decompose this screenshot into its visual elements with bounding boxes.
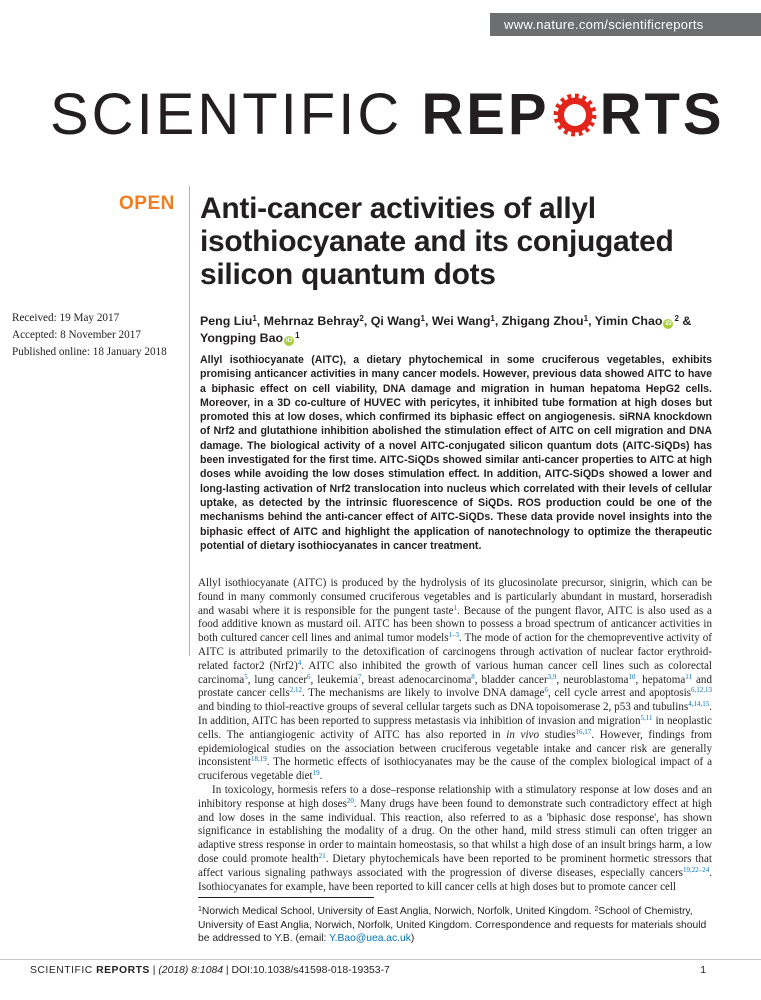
author-affiliation: 1: [490, 314, 495, 323]
citation-ref[interactable]: 19,22–24: [682, 865, 710, 874]
author-name[interactable]: Qi Wang: [370, 314, 421, 328]
citation-ref[interactable]: 6: [307, 672, 311, 681]
citation-ref[interactable]: 4,14,15: [688, 700, 710, 709]
author-name[interactable]: Yongping Bao: [200, 331, 284, 345]
author-name[interactable]: Zhigang Zhou: [501, 314, 584, 328]
citation-ref[interactable]: 1–3: [448, 631, 460, 640]
citation-ref[interactable]: 16,17: [575, 727, 592, 736]
citation-ref[interactable]: 8: [471, 672, 475, 681]
masthead-rts: RTS: [599, 82, 725, 147]
body-text-run: . The mode of action for the chemopreventive activity of AITC is attributed primarily to the detoxification of carcinogens through activation of nuclear factor erythroid-related factor2 (Nrf2): [198, 632, 712, 672]
footer-journal-bold: REPORTS: [96, 965, 150, 976]
author-affiliation: 1: [583, 314, 589, 323]
author-separator: ,: [494, 314, 502, 328]
body-text-run: , neuroblastoma: [556, 673, 629, 686]
citation-ref[interactable]: 6: [544, 686, 548, 695]
affil-text: School of Chemistry, University of East Anglia, Norwich, Norfolk, United Kingdom. Correspondence and requests for materials should be addressed to Y.B. (email:: [198, 906, 707, 945]
article-dates: [12, 310, 182, 361]
body-text-run: . Many drugs have been found to demonstrate such contradictory effect at high and low doses in the same individual. This reaction, also referred to as a 'biphasic dose response', has shown significance in establishing the modality of a drug. On the other hand, mild stress stimuli can often trigger an adaptive stress response in order to maintain homeostasis, so that whilst a high dose of an insult brings harm, a low dose could promote health: [198, 797, 712, 865]
affil-text: ): [410, 933, 415, 945]
orcid-icon[interactable]: iD: [665, 320, 672, 327]
affil-text: Norwich Medical School, University of East Anglia, Norwich, Norfolk, United Kingdom.: [201, 906, 595, 917]
author-separator: ,: [588, 314, 595, 328]
body-text-run: , hepatoma: [635, 673, 686, 686]
body-text-run: , bladder cancer: [474, 673, 548, 686]
body-text-run: Allyl isothiocyanate (AITC) is produced by the hydrolysis of its glucosinolate precursor, sinigrin, which can be found in many commonly consumed cruciferous vegetables and is particularly abundant in mustard, horseradish and wasabi where it is responsible for the pungent taste: [198, 577, 712, 617]
body-text-run: . However, findings from epidemiological studies on the association between cruciferous vegetable intake and cancer risk are generally inconsistent: [198, 728, 713, 769]
body-text-run: , cell cycle arrest and apoptosis: [547, 687, 692, 700]
citation-ref[interactable]: 10: [628, 672, 636, 681]
author-name[interactable]: Yimin Chao: [594, 314, 663, 328]
body-text-run: , leukemia: [310, 673, 358, 686]
body-text-run: . Because of the pungent flavor, AITC is also used as a food additive known as mustard oil. AITC has been shown to possess a broad spectrum of anticancer activities in both cultured cancer cell lines and animal tumor models: [198, 604, 712, 645]
affiliations: [198, 905, 712, 946]
footer-doi: | DOI:10.1038/s41598-018-19353-7: [223, 965, 390, 976]
email-link[interactable]: Y.Bao@uea.ac.uk: [329, 933, 411, 945]
journal-url[interactable]: www.nature.com/scientificreports: [490, 13, 761, 36]
article-body: [198, 577, 712, 894]
footer-rule: [0, 959, 761, 960]
gear-hole: [564, 104, 586, 126]
footer-sep: |: [149, 965, 159, 976]
article-title: Anti-cancer activities of allyl isothiocyanate and its conjugated silicon quantum dots: [200, 192, 674, 291]
published-date: Published online: 18 January 2018: [12, 346, 167, 358]
body-paragraph: [198, 577, 712, 784]
divider-vertical: [189, 186, 190, 656]
citation-ref[interactable]: 6,12,13: [691, 686, 713, 695]
body-text-run: in neoplastic cells. The antiangiogenic activity of AITC has also reported in: [198, 714, 712, 741]
author-name[interactable]: Wei Wang: [431, 314, 491, 328]
author-separator: &: [678, 314, 692, 328]
masthead-rep: REP: [421, 82, 550, 147]
citation-ref[interactable]: 2,12: [289, 686, 302, 695]
body-text-run: . Dietary phytochemicals have been reported to be prominent hormetic stressors that affect various signaling pathways associated with the progression of diverse diseases, especially cancers: [198, 852, 712, 879]
gear-icon: [553, 93, 597, 137]
citation-ref[interactable]: 5: [244, 672, 248, 681]
citation-ref[interactable]: 19: [312, 769, 320, 778]
body-text-run: , breast adenocarcinoma: [361, 673, 472, 686]
body-text-run: . Isothiocyanates for example, have been reported to kill cancer cells at high doses but to promote cancer cell: [198, 866, 712, 893]
body-text-run: and binding to thiol-reactive groups of several cellular targets such as DNA topoisomerase 2, p53 and tubulins: [198, 701, 689, 714]
body-text-run: . The hormetic effects of isothiocyanates may be the cause of the complex biological impact of a cruciferous vegetable diet: [198, 756, 712, 783]
footer-volume: (2018) 8:1084: [158, 965, 224, 976]
footer-journal-light: SCIENTIFIC: [30, 965, 97, 976]
citation-ref[interactable]: 20: [346, 796, 354, 805]
body-text-run: , lung cancer: [247, 673, 308, 686]
accepted-date: Accepted: 8 November 2017: [12, 329, 141, 341]
author-name[interactable]: Peng Liu: [200, 314, 253, 328]
author-affiliation: 1: [295, 331, 300, 340]
body-text-run: studies: [539, 728, 576, 741]
affil-sup: 1: [198, 906, 202, 913]
author-separator: ,: [363, 314, 371, 328]
body-text-run: and prostate cancer cells: [198, 673, 713, 700]
page-footer: [30, 965, 390, 976]
page-number: 1: [700, 965, 706, 976]
footnote-rule: [198, 897, 374, 898]
affil-sup: 2: [594, 906, 599, 913]
author-affiliation: 2: [359, 314, 364, 323]
orcid-icon[interactable]: iD: [285, 337, 293, 344]
citation-ref[interactable]: 1: [453, 603, 458, 612]
author-separator: ,: [424, 314, 432, 328]
author-affiliation: 1: [420, 314, 425, 323]
italic-text: in vivo: [506, 728, 540, 741]
author-separator: ,: [256, 314, 264, 328]
author-affiliation: 1: [252, 314, 257, 323]
journal-masthead: [50, 82, 725, 148]
body-text-run: . The mechanisms are likely to involve DNA damage: [301, 687, 545, 700]
author-name[interactable]: Mehrnaz Behray: [263, 314, 360, 328]
body-text-run: In toxicology, hormesis refers to a dose–response relationship with a stimulatory response at low doses and an inhibitory response at high doses: [198, 783, 712, 810]
body-text-run: . AITC also inhibited the growth of various human cancer cell lines such as colorectal carcinoma: [198, 659, 712, 686]
citation-ref[interactable]: 3,9: [547, 672, 557, 681]
author-affiliation: 2: [674, 314, 679, 323]
author-list: [200, 313, 720, 347]
citation-ref[interactable]: 11: [685, 672, 693, 681]
masthead-scientific: SCIENTIFIC: [50, 82, 422, 147]
citation-ref[interactable]: 18,19: [251, 755, 267, 764]
citation-ref[interactable]: 7: [357, 672, 362, 681]
body-text-run: . In addition, AITC has been reported to suppress metastasis via inhibition of invasion and migration: [198, 701, 712, 727]
citation-ref[interactable]: 5,11: [640, 713, 653, 722]
abstract: Allyl isothiocyanate (AITC), a dietary phytochemical in some cruciferous vegetables, exhibits promising anticancer activities in many cancer models. However, previous data showed AITC to have a biphasic effect on cell viability, DNA damage and migration in human hepatoma HepG2 cells. Moreover, in a 3D co-culture of HUVEC with pericytes, it inhibited tube formation at high doses but promoted this at low doses, which confirmed its biphasic effect on angiogenesis. siRNA knockdown of Nrf2 and glutathione inhibition abolished the stimulation effect of AITC on cell migration and DNA damage. The biological activity of a novel AITC-conjugated silicon quantum dots (AITC-SiQDs) has been investigated for the first time. AITC-SiQDs showed similar anti-cancer properties to AITC at high doses while avoiding the low doses stimulation effect. In addition, AITC-SiQDs showed a lower and long-lasting activation of Nrf2 translocation into nucleus which correlated with their levels of cellular uptake, as detected by the intrinsic fluorescence of SiQDs. ROS production could be one of the mechanisms behind the anti-cancer effect of AITC-SiQDs. These data provide novel insights into the biphasic effect of AITC and highlight the application of nanotechnology to optimize the therapeutic potential of dietary isothiocyanates in cancer treatment.: [200, 354, 712, 552]
open-access-label: OPEN: [119, 193, 175, 214]
body-paragraph: [198, 784, 712, 894]
citation-ref[interactable]: 21: [318, 851, 326, 860]
received-date: Received: 19 May 2017: [12, 312, 120, 324]
citation-ref[interactable]: 4: [297, 658, 302, 667]
body-text-run: .: [319, 770, 323, 783]
